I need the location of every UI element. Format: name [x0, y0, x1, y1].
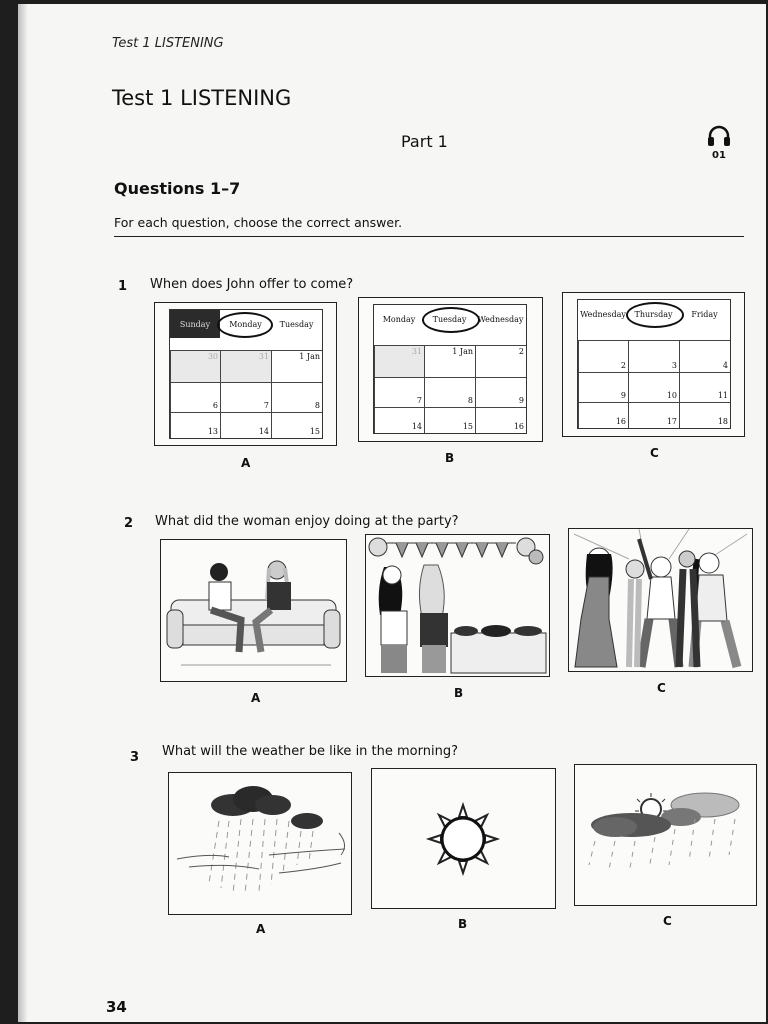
- calendar-date: 13: [170, 412, 220, 438]
- divider: [114, 236, 744, 237]
- calendar-date: 15: [271, 412, 322, 438]
- option-image-3b[interactable]: [371, 768, 556, 909]
- people-dancing-illustration: [569, 529, 752, 671]
- rain-and-wind-icon: [169, 773, 351, 914]
- calendar-date: 31: [220, 350, 271, 382]
- calendar-date: 31: [374, 345, 424, 377]
- women-on-sofa-illustration: [161, 540, 346, 681]
- calendar-date: 11: [679, 372, 730, 402]
- option-letter: B: [458, 917, 468, 931]
- option-image-3a[interactable]: [168, 772, 352, 915]
- audio-track-marker: [704, 124, 734, 161]
- answer-circle: [422, 307, 480, 333]
- calendar-date: 2: [475, 345, 526, 377]
- calendar-date: 1 Jan: [424, 345, 475, 377]
- calendar: [169, 309, 323, 439]
- calendar-day-label: Wednesday: [580, 309, 626, 319]
- option-letter: A: [251, 691, 261, 705]
- calendar-day-label: Thursday: [634, 309, 673, 319]
- calendar-day-label: Monday: [382, 314, 416, 324]
- calendar-day-label: Monday: [229, 319, 262, 329]
- answer-circle: [626, 302, 684, 328]
- calendar-date: 16: [475, 407, 526, 433]
- calendar-date: 7: [220, 382, 271, 412]
- sun-icon: [372, 769, 555, 908]
- calendar-date: 9: [578, 372, 628, 402]
- calendar-date: 9: [475, 377, 526, 407]
- question-text: When does John offer to come?: [150, 277, 354, 292]
- option-letter: C: [663, 914, 672, 928]
- headphones-icon: [706, 124, 732, 148]
- calendar: [577, 299, 731, 429]
- question-number: 3: [130, 750, 140, 765]
- option-image-1a[interactable]: [154, 302, 337, 446]
- question-text: What did the woman enjoy doing at the party?: [155, 514, 459, 529]
- audio-track-number: 01: [712, 150, 726, 161]
- page-title: Test 1 LISTENING: [112, 86, 292, 110]
- calendar-day-label: Tuesday: [279, 319, 314, 329]
- calendar-date: 8: [271, 382, 322, 412]
- option-image-3c[interactable]: [574, 764, 757, 906]
- calendar-day-label: Friday: [691, 309, 718, 319]
- workbook-page: [18, 4, 766, 1022]
- option-letter: C: [650, 446, 659, 460]
- question-number: 2: [124, 516, 134, 531]
- page-gutter-shadow: [18, 4, 28, 1022]
- calendar-date: 6: [170, 382, 220, 412]
- option-image-2b[interactable]: [365, 534, 550, 677]
- calendar-date: 14: [374, 407, 424, 433]
- cloudy-rain-icon: [575, 765, 756, 905]
- calendar-date: 16: [578, 402, 628, 428]
- calendar-date: 7: [374, 377, 424, 407]
- calendar-date: 18: [679, 402, 730, 428]
- party-food-table-illustration: [366, 535, 549, 676]
- calendar-day-label: Sunday: [170, 310, 220, 338]
- part-heading: Part 1: [401, 132, 448, 151]
- calendar-date: 14: [220, 412, 271, 438]
- running-header: Test 1 LISTENING: [112, 36, 224, 51]
- option-letter: A: [256, 922, 266, 936]
- calendar-date: 17: [628, 402, 679, 428]
- instruction-text: For each question, choose the correct answer.: [114, 215, 403, 230]
- option-letter: A: [241, 456, 251, 470]
- question-text: What will the weather be like in the morning?: [162, 744, 458, 759]
- calendar-date: 10: [628, 372, 679, 402]
- answer-circle: [217, 312, 273, 338]
- calendar-date: 30: [170, 350, 220, 382]
- calendar-date: 3: [628, 340, 679, 372]
- option-image-1b[interactable]: [358, 297, 543, 442]
- page-number: 34: [106, 998, 127, 1016]
- calendar-date: 2: [578, 340, 628, 372]
- option-letter: B: [445, 451, 455, 465]
- option-letter: B: [454, 686, 464, 700]
- calendar-day-label: Wednesday: [477, 314, 524, 324]
- option-image-1c[interactable]: [562, 292, 745, 437]
- option-letter: C: [657, 681, 666, 695]
- calendar-date: 4: [679, 340, 730, 372]
- question-number: 1: [118, 279, 128, 294]
- questions-heading: Questions 1–7: [114, 179, 241, 198]
- calendar-date: 8: [424, 377, 475, 407]
- calendar-date: 1 Jan: [271, 350, 322, 382]
- option-image-2c[interactable]: [568, 528, 753, 672]
- option-image-2a[interactable]: [160, 539, 347, 682]
- calendar: [373, 304, 527, 434]
- calendar-date: 15: [424, 407, 475, 433]
- calendar-day-label: Tuesday: [432, 314, 467, 324]
